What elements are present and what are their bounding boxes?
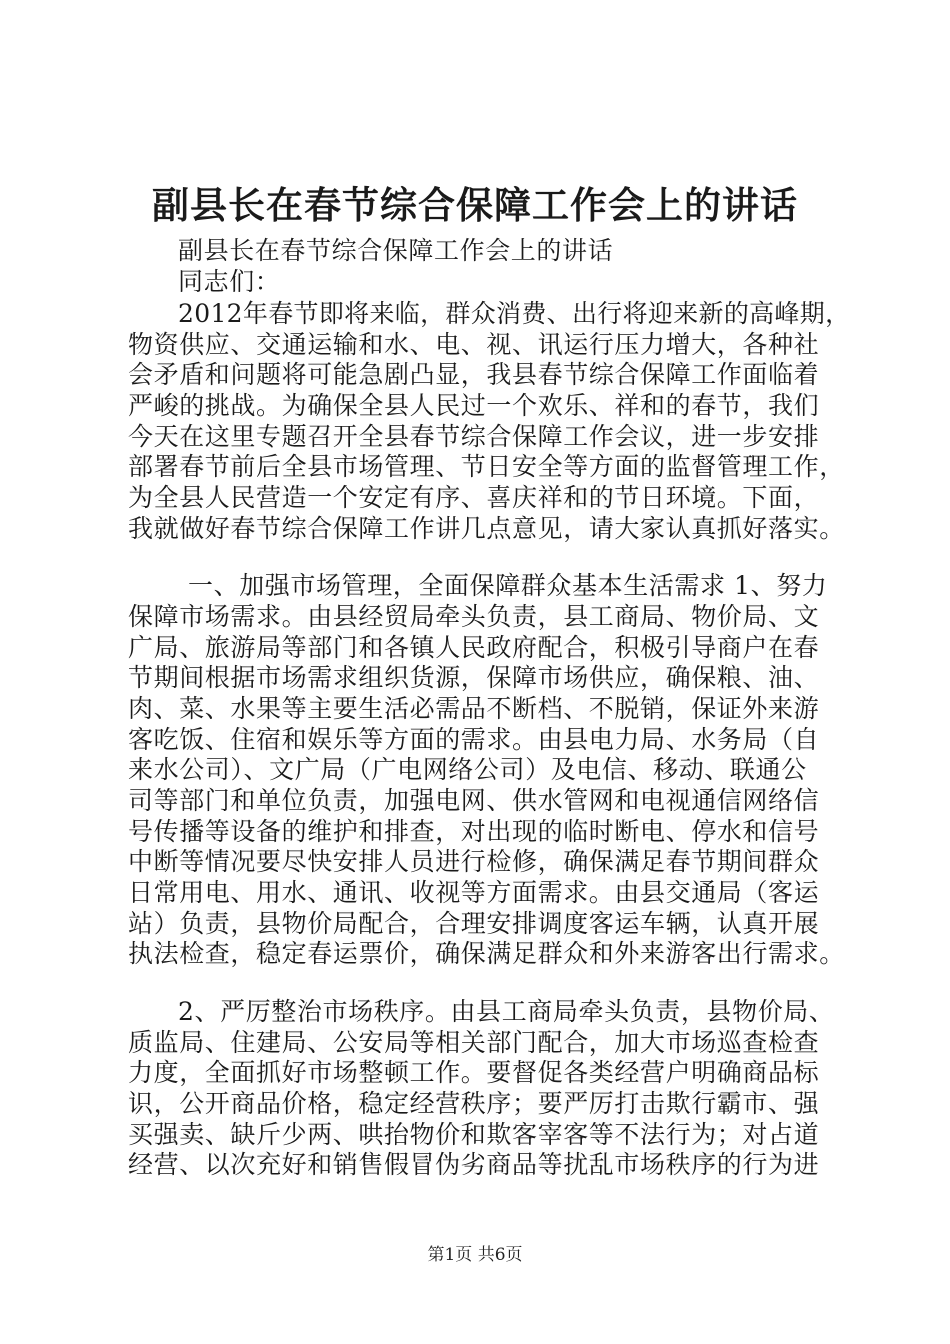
paragraph-line: 我就做好春节综合保障工作讲几点意见，请大家认真抓好落实。 (128, 514, 845, 543)
paragraph-line: 力度，全面抓好市场整顿工作。要督促各类经营户明确商品标 (128, 1058, 820, 1087)
paragraph-line: 质监局、住建局、公安局等相关部门配合，加大市场巡查检查 (128, 1028, 820, 1057)
paragraph-line: 2012年春节即将来临，群众消费、出行将迎来新的高峰期， (178, 299, 851, 328)
document-title: 副县长在春节综合保障工作会上的讲话 (152, 183, 798, 227)
paragraph-line: 2、严厉整治市场秩序。由县工商局牵头负责，县物价局、 (178, 997, 835, 1026)
paragraph-line: 站）负责，县物价局配合，合理安排调度客运车辆，认真开展 (128, 909, 820, 938)
paragraph-line: 号传播等设备的维护和排查，对出现的临时断电、停水和信号 (128, 817, 820, 846)
document-subtitle: 副县长在春节综合保障工作会上的讲话 (178, 236, 614, 265)
paragraph-line: 来水公司）、文广局（广电网络公司）及电信、移动、联通公 (128, 755, 807, 784)
paragraph-line: 一、加强市场管理，全面保障群众基本生活需求 1、努力 (188, 571, 828, 600)
paragraph-line: 中断等情况要尽快安排人员进行检修，确保满足春节期间群众 (128, 847, 820, 876)
paragraph-line: 今天在这里专题召开全县春节综合保障工作会议，进一步安排 (128, 422, 820, 451)
paragraph-line: 物资供应、交通运输和水、电、视、讯运行压力增大，各种社 (128, 330, 820, 359)
paragraph-line: 经营、以次充好和销售假冒伪劣商品等扰乱市场秩序的行为进 (128, 1150, 820, 1179)
greeting: 同志们： (178, 267, 281, 296)
paragraph-line: 部署春节前后全县市场管理、节日安全等方面的监督管理工作， (128, 452, 845, 481)
paragraph-line: 司等部门和单位负责，加强电网、供水管网和电视通信网络信 (128, 786, 820, 815)
paragraph-line: 保障市场需求。由县经贸局牵头负责，县工商局、物价局、文 (128, 602, 820, 631)
paragraph-line: 客吃饭、住宿和娱乐等方面的需求。由县电力局、水务局（自 (128, 725, 820, 754)
paragraph-line: 日常用电、用水、通讯、收视等方面需求。由县交通局（客运 (128, 878, 820, 907)
page-number-footer: 第1页 共6页 (427, 1245, 523, 1265)
paragraph-line: 严峻的挑战。为确保全县人民过一个欢乐、祥和的春节，我们 (128, 391, 820, 420)
paragraph-line: 买强卖、缺斤少两、哄抬物价和欺客宰客等不法行为；对占道 (128, 1120, 820, 1149)
paragraph-line: 广局、旅游局等部门和各镇人民政府配合，积极引导商户在春 (128, 633, 820, 662)
paragraph-line: 识，公开商品价格，稳定经营秩序；要严厉打击欺行霸市、强 (128, 1089, 820, 1118)
paragraph-line: 会矛盾和问题将可能急剧凸显，我县春节综合保障工作面临着 (128, 360, 820, 389)
paragraph-line: 节期间根据市场需求组织货源，保障市场供应，确保粮、油、 (128, 663, 820, 692)
paragraph-line: 执法检查，稳定春运票价，确保满足群众和外来游客出行需求。 (128, 939, 845, 968)
paragraph-line: 肉、菜、水果等主要生活必需品不断档、不脱销，保证外来游 (128, 694, 820, 723)
paragraph-line: 为全县人民营造一个安定有序、喜庆祥和的节日环境。下面， (128, 483, 820, 512)
